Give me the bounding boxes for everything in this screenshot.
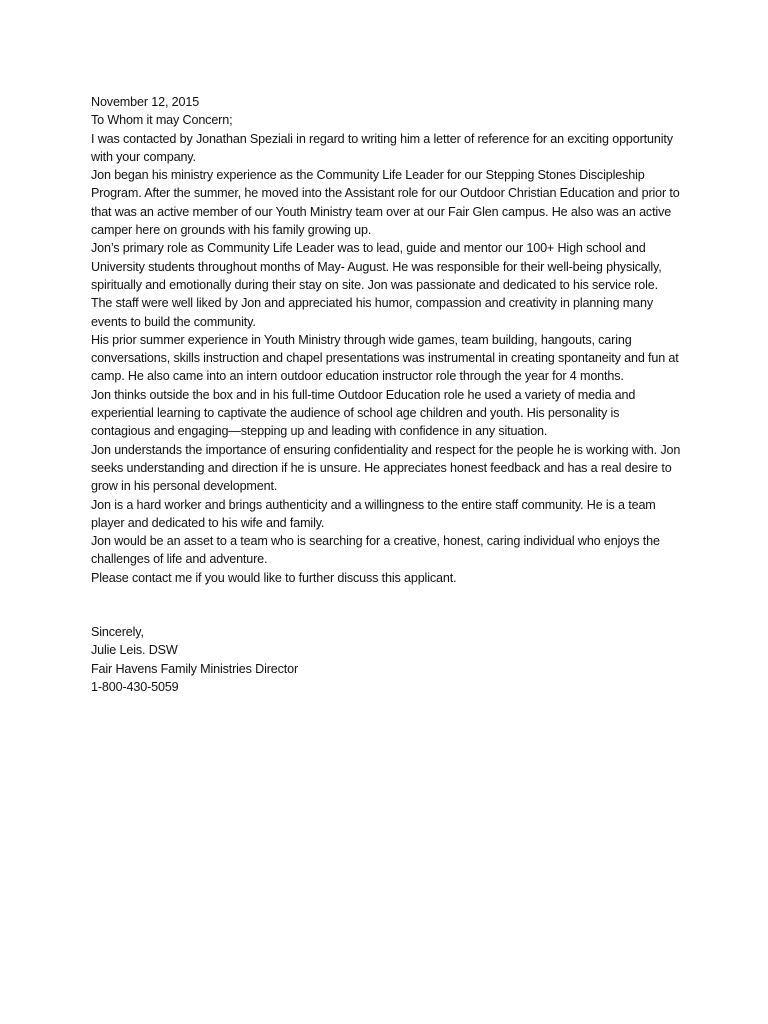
letter-paragraph-confidentiality: Jon understands the importance of ensuring confidentiality and respect for the people he is working with. Jon seeks understanding and direction if he is unsure. He appreciates honest feedback and has a real desire to grow in his personal development. — [91, 442, 681, 494]
letter-paragraph-contact: Please contact me if you would like to further discuss this applicant. — [91, 570, 457, 585]
letter-paragraph-outdoor-education: Jon thinks outside the box and in his full-time Outdoor Education role he used a variety of media and experiential learning to captivate the audience of school age children and youth. His personality is contagious and engaging—stepping up and leading with confidence in any situation. — [91, 387, 636, 439]
letter-paragraph-asset: Jon would be an asset to a team who is searching for a creative, honest, caring individual who enjoys the challenges of life and adventure. — [91, 534, 660, 567]
letter-paragraph-hard-worker: Jon is a hard worker and brings authenticity and a willingness to the entire staff community. He is a team player and dedicated to his wife and family. — [91, 497, 656, 530]
letter-paragraph-youth-ministry: His prior summer experience in Youth Ministry through wide games, team building, hangouts, caring conversations, skills instruction and chapel presentations was instrumental in creating spontaneity and fun at camp. He also came into an intern outdoor education instructor role through the year for 4 months. — [91, 332, 679, 384]
letter-closing: Sincerely, — [91, 625, 144, 640]
letter-salutation: To Whom it may Concern; — [91, 113, 233, 128]
letter-date: November 12, 2015 — [91, 95, 200, 109]
letter-paragraph-intro: I was contacted by Jonathan Speziali in regard to writing him a letter of reference for an exciting opportunity with your company. — [91, 131, 673, 164]
letter-paragraph-primary-role: Jon’s primary role as Community Life Leader was to lead, guide and mentor our 100+ High school and University students throughout months of May- August. He was responsible for their well-being physically, spiritually and emotionally during their stay on site. Jon was passionate and dedicated to his service role. The staff were well liked by Jon and appreciated his humor, compassion and creativity in planning many events to build the community. — [91, 241, 662, 329]
letter-paragraph-experience: Jon began his ministry experience as the Community Life Leader for our Stepping Stones Discipleship Program. After the summer, he moved into the Assistant role for our Outdoor Christian Education and prior to that was an active member of our Youth Ministry team over at our Fair Glen campus. He also was an active camper here on grounds with his family growing up. — [91, 168, 680, 238]
signature-phone: 1-800-430-5059 — [91, 679, 179, 694]
signature-title: Fair Havens Family Ministries Director — [91, 661, 299, 676]
reference-letter — [91, 93, 681, 696]
signature-name: Julie Leis. DSW — [91, 643, 178, 658]
